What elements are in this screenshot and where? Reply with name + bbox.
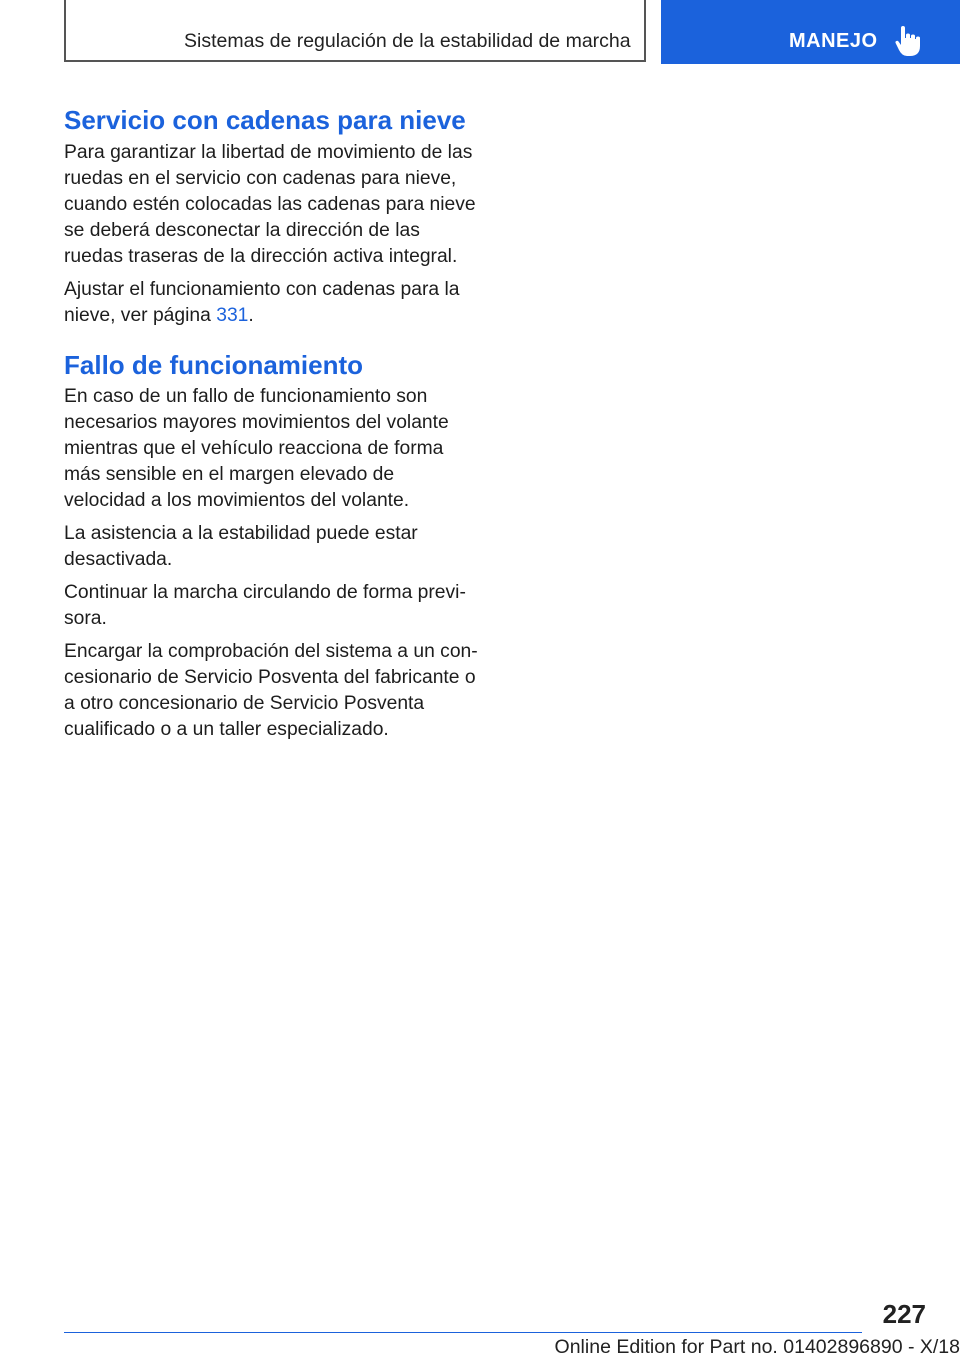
section-heading: Servicio con cadenas para nieve [64, 105, 466, 135]
paragraph: La asistencia a la estabilidad puede estar desactivada. [64, 523, 418, 570]
paragraph-with-link [64, 277, 480, 329]
main-content [64, 104, 480, 743]
link-text-after: . [248, 305, 254, 326]
footer-divider [64, 1332, 862, 1333]
tab-manejo[interactable] [661, 0, 960, 64]
section-heading: Fallo de funcionamiento [64, 350, 364, 380]
page-number: 227 [882, 1299, 926, 1329]
paragraph: En caso de un fallo de funcionamiento son necesarios mayores movimientos del volante mientras que el vehículo reacciona de forma más sensible en el margen elevado de velocidad a los movimientos del volante. [64, 386, 449, 511]
header-title: Sistemas de regulación de la estabilidad de marcha [184, 30, 631, 52]
paragraph: Encargar la comprobación del sistema a un concesionario de Servicio Posventa del fabricante o a otro concesionario de Servicio Posventa cualificado o a un taller especializado. [64, 641, 478, 740]
page-reference-link[interactable]: 331 [216, 305, 249, 326]
tab-label: MANEJO [789, 30, 878, 52]
section-snow-chains [64, 104, 480, 329]
paragraph: Para garantizar la libertad de movimiento de las ruedas en el servicio con cadenas para nieve, cuando estén colocadas las cadenas para nieve se deberá desconectar la dirección de las ruedas traseras de la dirección activa integral. [64, 142, 476, 267]
footer-edition-text: Online Edition for Part no. 01402896890 - X/18 [554, 1336, 960, 1358]
paragraph: Continuar la marcha circulando de forma previsora. [64, 582, 466, 629]
section-malfunction [64, 349, 480, 743]
hand-pointer-icon [895, 26, 921, 56]
link-text-before: Ajustar el funcionamiento con cadenas para la nieve, ver página [64, 279, 460, 326]
